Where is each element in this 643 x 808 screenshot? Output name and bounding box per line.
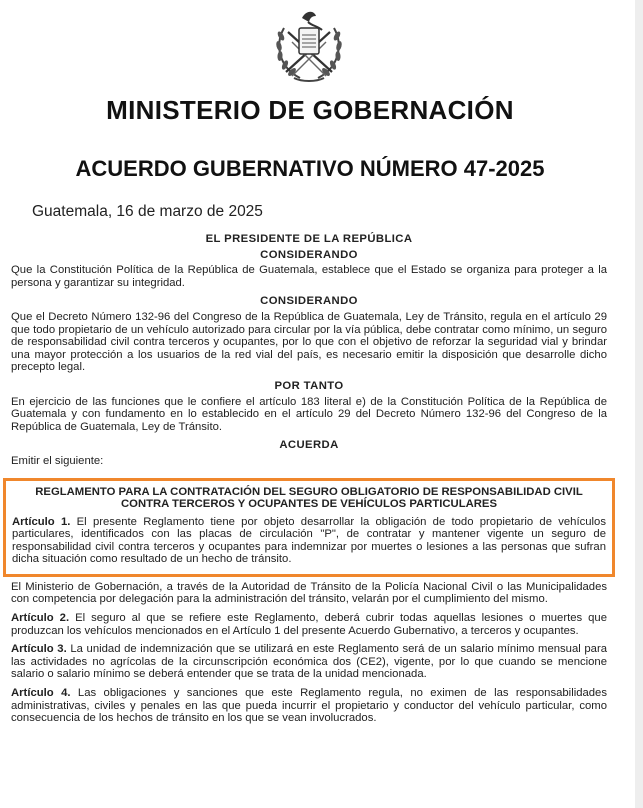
article-4	[11, 687, 607, 725]
article-label: Artículo 2.	[11, 612, 70, 625]
article-text: El presente Reglamento tiene por objeto desarrollar la obligación de todo propietario de vehículos particulares, identificados con las placas de circulación "P", de contratar y mantener vigente un seguro de responsabilidad civil contra terceros y ocupantes para indemnizar por muertes o lesiones a las personas que sufran dicha situación como resultado de un hecho de tránsito.	[12, 515, 606, 566]
article-1	[12, 516, 606, 566]
article-label: Artículo 4.	[11, 687, 71, 700]
coat-of-arms-icon	[268, 6, 350, 86]
reglamento-title: REGLAMENTO PARA LA CONTRATACIÓN DEL SEGURO OBLIGATORIO DE RESPONSABILIDAD CIVIL CONTRA TERCEROS Y OCUPANTES DE VEHÍCULOS PARTICULARES	[35, 485, 583, 510]
article-text: El seguro al que se refiere este Reglamento, deberá cubrir todas aquellas lesiones o muertes que produzcan los vehículos mencionados en el Artículo 1 del presente Acuerdo Gubernativo, a terceros y ocupantes.	[11, 612, 607, 637]
president-heading: EL PRESIDENTE DE LA REPÚBLICA	[205, 233, 413, 245]
article-text: La unidad de indemnización que se utilizará en este Reglamento será de un salario mínimo mensual para las actividades no agrícolas de la circunscripción económica dos (CE2), vigente, por lo que cuando se mencione salario o salario mínimo se deberá entender que se trata de la unidad mencionada.	[11, 643, 607, 681]
considerando-heading-2: CONSIDERANDO	[260, 295, 358, 308]
considerando-text-1: Que la Constitución Política de la República de Guatemala, establece que el Estado se organiza para proteger a la persona y garantizar su integridad.	[11, 264, 607, 289]
acuerda-heading: ACUERDA	[279, 439, 339, 452]
por-tanto-text: En ejercicio de las funciones que le confiere el artículo 183 literal e) de la Constitución Política de la República de Guatemala y con fundamento en lo establecido en el artículo 29 del Decreto Número 132-96 del Congreso de la República de Guatemala, Ley de Tránsito.	[11, 395, 607, 433]
article-2	[11, 612, 607, 637]
considerando-heading-1: CONSIDERANDO	[260, 248, 358, 261]
considerando-text-2: Que el Decreto Número 132-96 del Congreso de la República de Guatemala, Ley de Tránsito, regula en el artículo 29 que todo propietario de un vehículo autorizado para circular por la vía pública, debe contratar como mínimo, un seguro de responsabilidad civil contra terceros y ocupantes, por lo que con el objetivo de reforzar la seguridad vial y brindar una mayor protección a los usuarios de la red vial del país, es necesario emitir la disposición que desarrolle dicho precepto legal.	[11, 310, 607, 374]
acuerdo-title: ACUERDO GUBERNATIVO NÚMERO 47-2025	[75, 156, 545, 181]
article-text: El Ministerio de Gobernación, a través de la Autoridad de Tránsito de la Policía Nacional Civil o las Municipalidades con competencia por delegación para la administración del tránsito, velarán por el cumplimiento del mismo.	[11, 580, 607, 606]
article-label: Artículo 3.	[11, 643, 67, 656]
highlighted-reglamento-box	[3, 478, 615, 577]
emitir-text: Emitir el siguiente:	[11, 454, 104, 467]
article-label: Artículo 1.	[12, 515, 71, 528]
document-body	[11, 230, 607, 731]
article-3	[11, 643, 607, 681]
place-date: Guatemala, 16 de marzo de 2025	[32, 203, 263, 220]
article-text: Las obligaciones y sanciones que este Reglamento regula, no eximen de las responsabilidades administrativas, civiles y penales en las que pueda incurrir el propietario y conductor del vehículo particular, como consecuencia de los hechos de tránsito en los que se vean involucrados.	[11, 687, 607, 725]
article-1-paragraph-2	[11, 581, 607, 606]
ministry-title: MINISTERIO DE GOBERNACIÓN	[106, 95, 514, 125]
page-edge-shadow	[635, 0, 643, 808]
por-tanto-heading: POR TANTO	[274, 379, 344, 392]
